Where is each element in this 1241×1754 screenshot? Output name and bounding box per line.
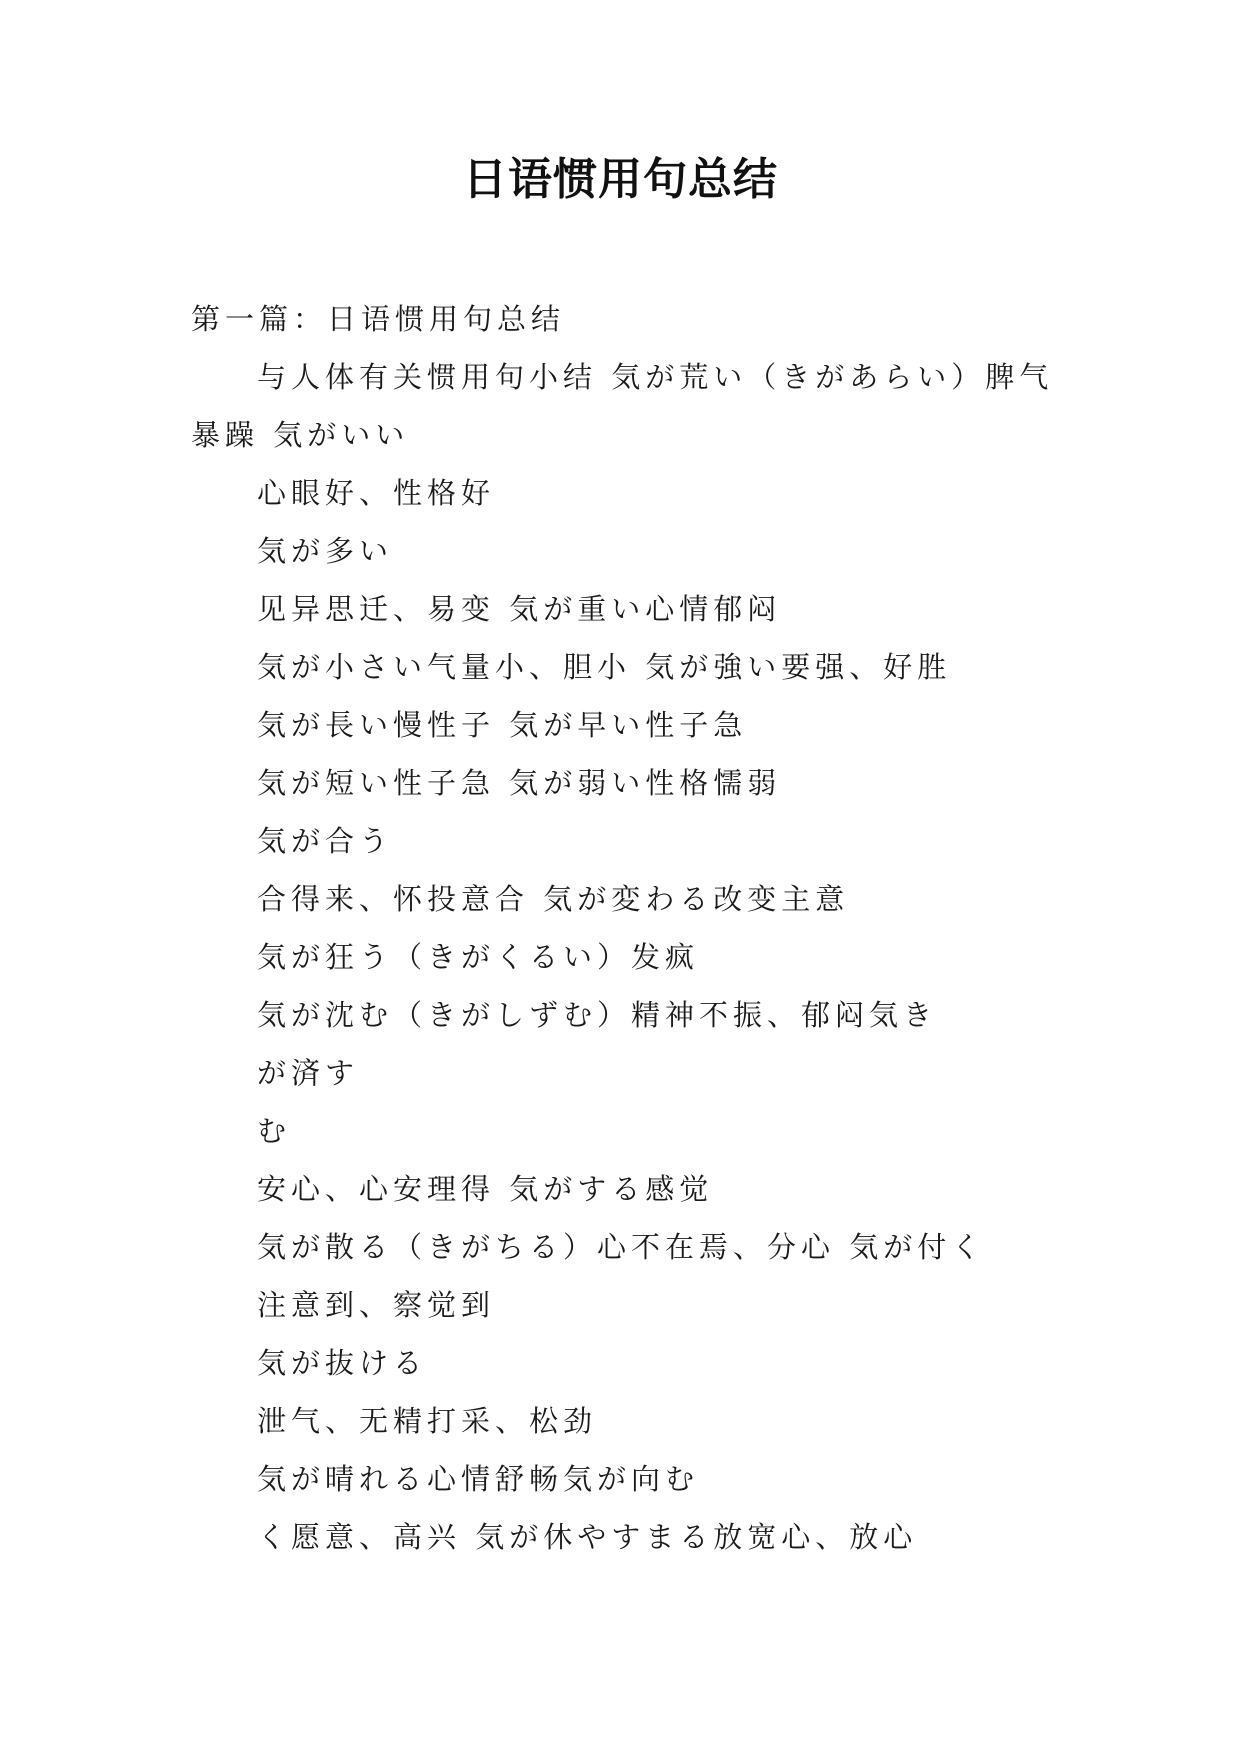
document-body — [191, 290, 1071, 1566]
paragraph-line: 気が合う — [257, 824, 394, 858]
paragraph-line: く愿意、高兴 気が休やすまる放宽心、放心 — [257, 1520, 918, 1554]
paragraph-line: 注意到、察觉到 — [257, 1288, 496, 1322]
document-title: 日语惯用句总结 — [463, 154, 778, 205]
paragraph-line: 安心、心安理得 気がする感觉 — [257, 1172, 714, 1206]
paragraph-line: 気が短い性子急 気が弱い性格懦弱 — [257, 766, 782, 800]
paragraph-line: 気が晴れる心情舒畅気が向む — [257, 1462, 700, 1496]
paragraph-line: 気が多い — [257, 534, 394, 568]
paragraph-line: が済す — [257, 1056, 360, 1090]
section-heading: 第一篇：日语惯用句总结 — [191, 302, 566, 336]
paragraph-line: 気が長い慢性子 気が早い性子急 — [257, 708, 748, 742]
paragraph-line: 気が抜ける — [257, 1346, 428, 1380]
paragraph-line: 暴躁 気がいい — [191, 418, 410, 452]
paragraph-line: 泄气、无精打采、松劲 — [257, 1404, 598, 1438]
paragraph-line: 合得来、怀投意合 気が変わる改变主意 — [257, 882, 850, 916]
paragraph-line: 気が散る（きがちる）心不在焉、分心 気が付く — [257, 1230, 986, 1264]
paragraph-line: む — [257, 1114, 292, 1148]
paragraph-line: 心眼好、性格好 — [257, 476, 496, 510]
paragraph-line: 与人体有关惯用句小结 気が荒い（きがあらい）脾气 — [257, 360, 1054, 394]
paragraph-line: 気が沈む（きがしずむ）精神不振、郁闷気き — [257, 998, 938, 1032]
paragraph-line: 気が小さい气量小、胆小 気が強い要强、好胜 — [257, 650, 952, 684]
paragraph-line: 见异思迁、易变 気が重い心情郁闷 — [257, 592, 782, 626]
paragraph-line: 気が狂う（きがくるい）发疯 — [257, 940, 700, 974]
